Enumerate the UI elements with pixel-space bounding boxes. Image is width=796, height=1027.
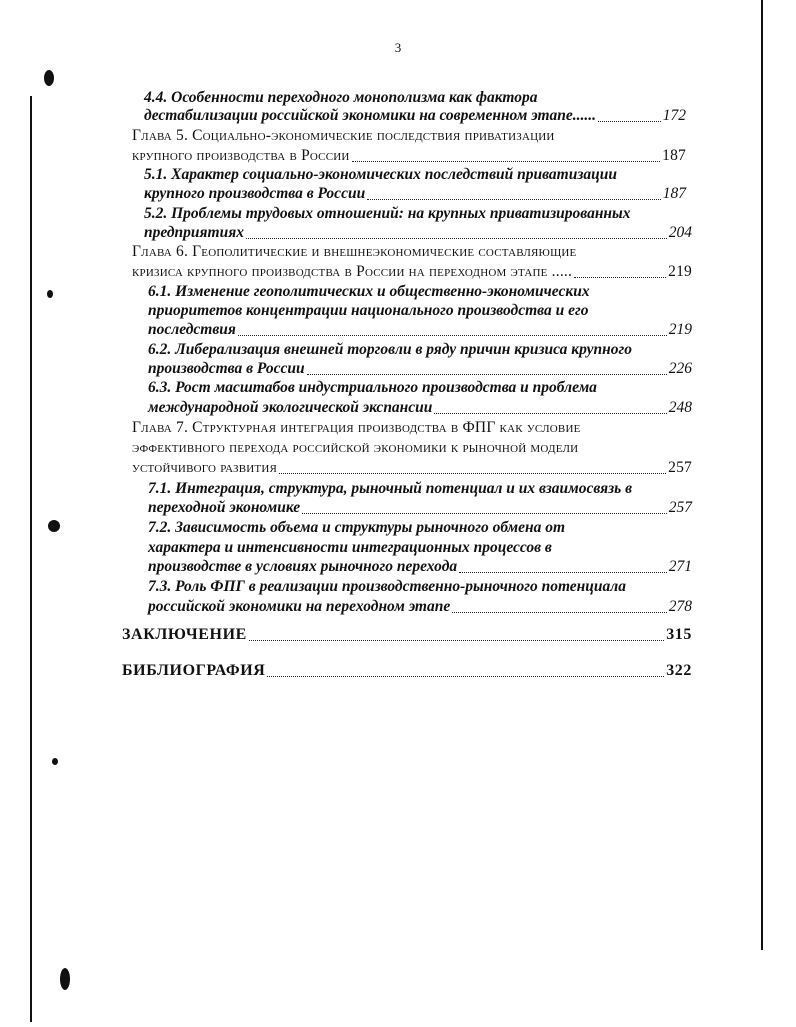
toc-text: международной экологической экспансии bbox=[148, 399, 433, 416]
page-left-edge bbox=[30, 96, 32, 1022]
toc-text: кризиса крупного производства в России на переходном этапе ..... bbox=[132, 263, 573, 280]
toc-page: 278 bbox=[668, 598, 692, 615]
punch-hole-mark bbox=[60, 968, 70, 990]
toc-text: последствия bbox=[148, 321, 236, 338]
toc-page: 219 bbox=[668, 321, 692, 338]
toc-text: 5.1. Характер социально-экономических последствий приватизации bbox=[144, 166, 618, 183]
toc-page: 172 bbox=[662, 107, 686, 124]
toc-text: крупного производства в России bbox=[132, 147, 350, 164]
toc-text: 6.2. Либерализация внешней торговли в ряду причин кризиса крупного bbox=[148, 341, 632, 358]
toc-text: производства в России bbox=[148, 360, 305, 377]
toc-text: БИБЛИОГРАФИЯ bbox=[122, 662, 266, 679]
page-number: 3 bbox=[394, 40, 402, 55]
toc-page: 248 bbox=[668, 399, 692, 416]
toc-text: 7.1. Интеграция, структура, рыночный потенциал и их взаимосвязь в bbox=[148, 480, 633, 497]
toc-page: 226 bbox=[668, 360, 692, 377]
punch-hole-mark bbox=[44, 70, 54, 86]
toc-text: производстве в условиях рыночного перехода bbox=[148, 558, 458, 575]
punch-hole-mark bbox=[47, 290, 53, 298]
toc-page: 219 bbox=[668, 263, 692, 280]
punch-hole-mark bbox=[48, 520, 60, 532]
toc-text: Глава 7. Структурная интеграция производства в ФПГ как условие bbox=[132, 419, 581, 436]
toc-text: 5.2. Проблемы трудовых отношений: на крупных приватизированных bbox=[144, 205, 631, 222]
toc-text: характера и интенсивности интеграционных процессов в bbox=[148, 539, 552, 556]
toc-text: 7.2. Зависимость объема и структуры рыночного обмена от bbox=[148, 519, 566, 536]
toc-page: 204 bbox=[668, 224, 692, 241]
toc-page: 322 bbox=[666, 662, 692, 679]
toc-page: 271 bbox=[668, 558, 692, 575]
toc-text: дестабилизации российской экономики на современном этапе...... bbox=[144, 107, 596, 124]
toc-text: крупного производства в России bbox=[144, 185, 366, 202]
toc-page: 187 bbox=[662, 185, 686, 202]
toc-text: приоритетов концентрации национального производства и его bbox=[148, 302, 589, 319]
toc-page: 257 bbox=[668, 459, 692, 476]
toc-page: 187 bbox=[662, 147, 686, 164]
toc-text: 7.3. Роль ФПГ в реализации производственно-рыночного потенциала bbox=[148, 578, 626, 595]
toc-text: эффективного перехода российской экономики к рыночной модели bbox=[132, 439, 579, 456]
toc-text: российской экономики на переходном этапе bbox=[148, 598, 451, 615]
toc-text: Глава 5. Социально-экономические последствия приватизации bbox=[132, 127, 555, 144]
toc-text: ЗАКЛЮЧЕНИЕ bbox=[122, 626, 247, 643]
toc-page: 257 bbox=[668, 499, 692, 516]
toc-text: 6.1. Изменение геополитических и общественно-экономических bbox=[148, 283, 590, 300]
toc-text: устойчивого развития bbox=[132, 459, 278, 476]
toc-page: 315 bbox=[666, 626, 692, 643]
toc-text: переходной экономике bbox=[148, 499, 301, 516]
toc-text: предприятиях bbox=[144, 224, 244, 241]
toc-text: 4.4. Особенности переходного монополизма как фактора bbox=[144, 89, 538, 106]
page-right-edge bbox=[761, 0, 763, 950]
punch-hole-mark bbox=[52, 758, 58, 765]
toc-text: 6.3. Рост масштабов индустриального производства и проблема bbox=[148, 379, 597, 396]
toc-text: Глава 6. Геополитические и внешнеэкономические составляющие bbox=[132, 243, 577, 260]
